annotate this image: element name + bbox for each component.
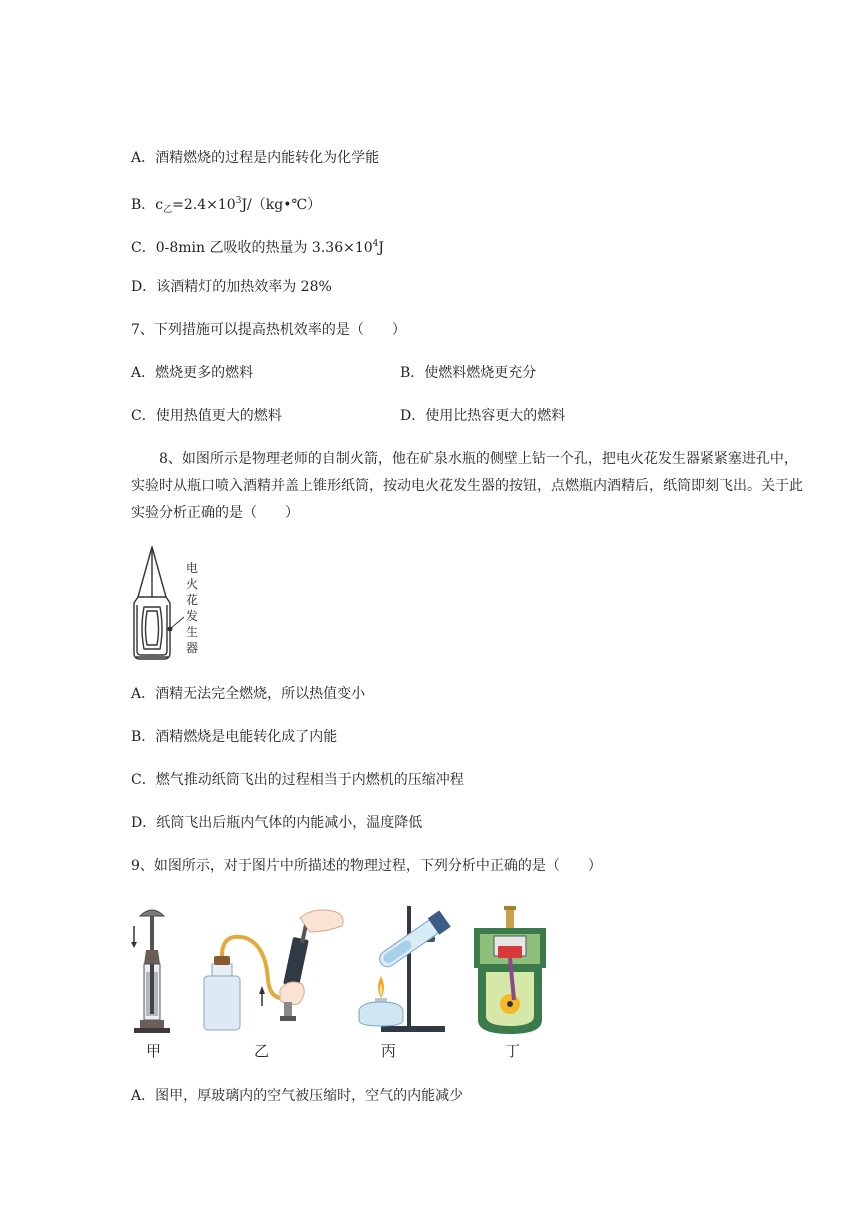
q6-option-c (131, 234, 384, 258)
water-bottle (134, 597, 170, 659)
q6-option-c-prefix: C．0-8min 乙吸收的热量为 3.36×10 (131, 240, 373, 256)
q7-option-b: B．使燃料燃烧更充分 (400, 365, 537, 381)
label-char: 生 (185, 625, 198, 639)
q6-option-b-suffix: J/（kg•℃） (241, 197, 322, 213)
q6-option-b-sup: 3 (235, 196, 242, 206)
spark-generator-label (185, 560, 199, 656)
q7-stem: 7、下列措施可以提高热机效率的是（ ） (131, 322, 406, 338)
label-char: 发 (185, 609, 198, 623)
q8-option-c: C．燃气推动纸筒飞出的过程相当于内燃机的压缩冲程 (131, 772, 464, 788)
q6-option-b-mid: =2.4×10 (172, 197, 236, 213)
q6-option-a: A．酒精燃烧的过程是内能转化为化学能 (131, 150, 380, 166)
q8-option-b: B．酒精燃烧是电能转化成了内能 (131, 729, 338, 745)
q9-stem: 9、如图所示，对于图片中所描述的物理过程，下列分析中正确的是（ ） (131, 858, 602, 874)
caption-bing: 丙 (381, 1042, 397, 1060)
q6-option-b-prefix: B．c (131, 197, 164, 213)
bottle-pump-figure (196, 902, 351, 1037)
q6-option-d: D．该酒精灯的加热效率为 28% (131, 279, 332, 295)
rocket-bottle-figure (128, 545, 188, 663)
label-char: 器 (185, 641, 198, 655)
engine-cylinder-figure (468, 902, 556, 1037)
q6-option-c-sup: 4 (372, 239, 379, 249)
caption-yi: 乙 (254, 1042, 270, 1060)
q8-stem: 8、如图所示是物理老师的自制火箭，他在矿泉水瓶的侧壁上钻一个孔，把电火花发生器紧紧塞进孔中，实验时从瓶口喷入酒精并盖上锥形纸筒，按动电火花发生器的按钮，点燃瓶内酒精后，纸筒即刻飞出。关于此实验分析正确的是（ ） (131, 451, 803, 521)
q7-option-c: C．使用热值更大的燃料 (131, 408, 282, 424)
q9-option-a: A．图甲，厚玻璃内的空气被压缩时，空气的内能减少 (131, 1088, 464, 1104)
q7-option-a: A．燃烧更多的燃料 (131, 365, 254, 381)
caption-ding: 丁 (505, 1042, 521, 1060)
caption-jia: 甲 (146, 1042, 162, 1060)
air-compression-figure (128, 902, 178, 1037)
q8-option-a: A．酒精无法完全燃烧，所以热值变小 (131, 686, 366, 702)
q6-option-b-sub: 乙 (163, 205, 173, 215)
spark-generator-pointer (170, 617, 184, 629)
test-tube-heating-figure (345, 902, 460, 1037)
q7-option-d: D．使用比热容更大的燃料 (400, 408, 566, 424)
q8-option-d: D．纸筒飞出后瓶内气体的内能减小，温度降低 (131, 815, 423, 831)
label-char: 电 (185, 561, 198, 575)
label-char: 花 (185, 593, 198, 607)
label-char: 火 (185, 577, 198, 591)
q6-option-b (131, 191, 321, 220)
q6-option-c-suffix: J (378, 240, 385, 256)
